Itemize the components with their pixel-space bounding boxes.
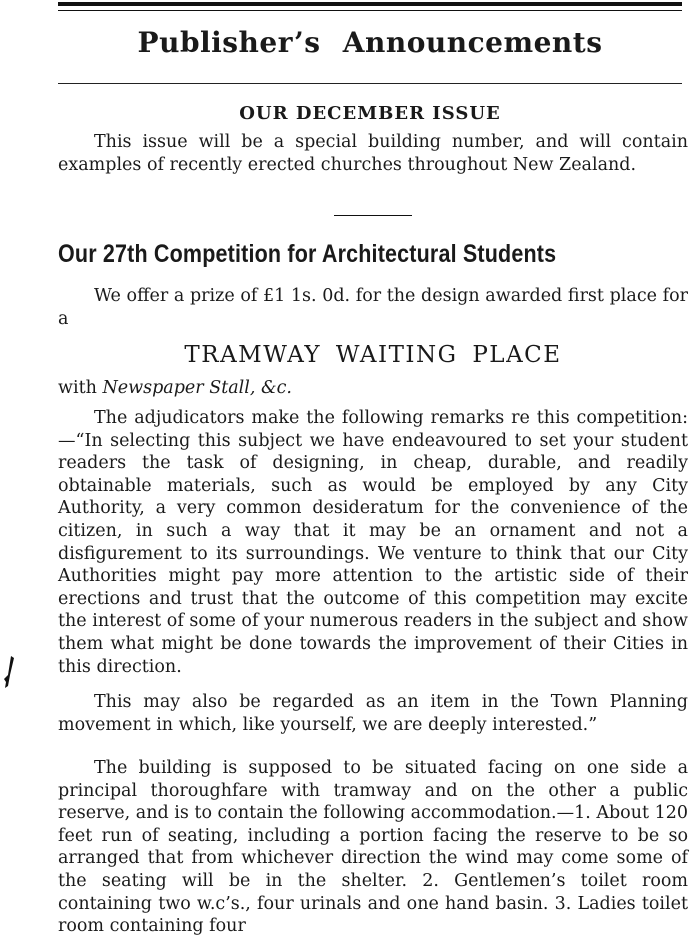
subject-qualifier-prefix: with bbox=[58, 378, 97, 398]
town-planning-paragraph: This may also be regarded as an item in the Town Planning movement in which, like yourself, we are deeply interested.” bbox=[58, 692, 688, 735]
subject-qualifier bbox=[58, 378, 292, 398]
competition-title: Our 27th Competition for Architectural Students bbox=[58, 240, 557, 268]
adjudicators-paragraph: The adjudicators make the following remarks re this competition:—“In selecting this subject we have endeavoured to set your student readers the task of designing, in cheap, durable, and readily obtainable materials, such as would be employed by any City Authority, a very common desideratum for the convenience of the citizen, in such a way that it may be an ornament and not a disfigurement to its surroundings. We venture to think that our City Authorities might pay more attention to the artistic side of their erections and trust that the outcome of this competition may excite the interest of some of your numerous readers in the subject and show them what might be done towards the improvement of their Cities in this direction. bbox=[58, 408, 688, 677]
top-thick-rule bbox=[58, 2, 682, 6]
building-paragraph: The building is supposed to be situated facing on one side a principal thoroughfare with tramway and on the other a public reserve, and is to contain the following accommodation.—1. About 120 feet run of seating, including a portion facing the reserve to be so arranged that from whichever direction the wind may come some of the seating will be in the shelter. 2. Gentlemen’s toilet room containing two w.c’s., four urinals and one hand basin. 3. Ladies toilet room containing four bbox=[58, 758, 688, 937]
competition-subject: TRAMWAY WAITING PLACE bbox=[184, 342, 562, 368]
top-thin-rule bbox=[58, 10, 682, 11]
masthead-title: Publisher’s Announcements bbox=[137, 26, 603, 59]
masthead-divider bbox=[58, 83, 682, 84]
margin-mark-icon bbox=[2, 655, 16, 689]
subject-qualifier-italic: Newspaper Stall, &c. bbox=[102, 378, 292, 398]
december-issue-heading: OUR DECEMBER ISSUE bbox=[239, 103, 501, 124]
december-issue-body: This issue will be a special building number, and will contain examples of recently erected churches throughout New Zealand. bbox=[58, 132, 688, 175]
section-divider bbox=[334, 215, 412, 216]
prize-paragraph: We offer a prize of £1 1s. 0d. for the design awarded first place for a bbox=[58, 286, 688, 329]
